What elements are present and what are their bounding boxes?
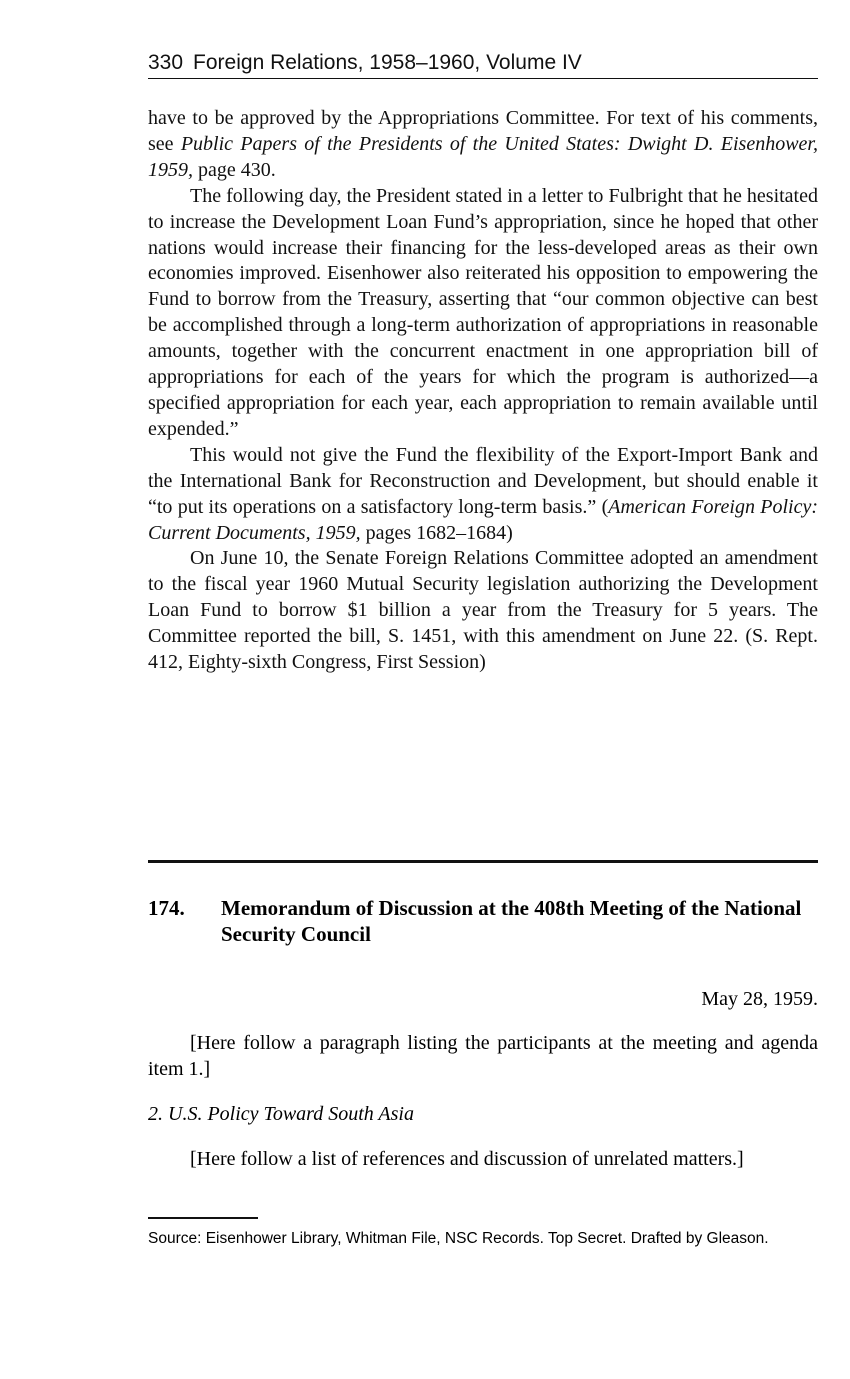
document-number: 174. (148, 896, 185, 920)
editorial-note-1-text: [Here follow a paragraph listing the participants at the meeting and agenda item 1.] (148, 1032, 818, 1080)
paragraph-2: The following day, the President stated in a letter to Fulbright that he hesitated to increase the Development Loan Fund’s appropriation, since he hoped that other nations would increase their financing for the less-developed areas as their own economies improved. Eisenhower also reiterated his opposition to empowering the Fund to borrow from the Treasury, asserting that “our common objective can best be accomplished through a long-term authorization of appropriations in reasonable amounts, together with the concurrent enactment in one appropriation bill of appropriations for each of the years for which the program is authorized—a specified appropriation for each year, each appropriation to remain available until expended.” (148, 184, 818, 440)
document-date: May 28, 1959. (701, 988, 818, 1010)
citation-public-papers: Public Papers of the Presidents of the United States: Dwight D. Eisenhower, 1959, (148, 132, 818, 181)
running-header (148, 50, 818, 79)
source-footnote: Source: Eisenhower Library, Whitman File, NSC Records. Top Secret. Drafted by Gleason. (148, 1230, 769, 1247)
agenda-item-title: 2. U.S. Policy Toward South Asia (148, 1103, 414, 1125)
citation-american-foreign-policy: American Foreign Policy: Current Documents, 1959, (148, 495, 818, 544)
editorial-note-2-text: [Here follow a list of references and discussion of unrelated matters.] (190, 1148, 744, 1170)
paragraph-4: On June 10, the Senate Foreign Relations Committee adopted an amendment to the fiscal year 1960 Mutual Security legislation authorizing the Development Loan Fund to borrow $1 billion a year from the Treasury for 5 years. The Committee reported the bill, S. 1451, with this amendment on June 22. (S. Rept. 412, Eighty-sixth Congress, First Session) (148, 547, 818, 674)
footnote-rule (148, 1217, 258, 1219)
section-divider (148, 860, 818, 863)
page-number: 330 (148, 51, 184, 74)
agenda-heading (148, 1102, 818, 1128)
editorial-note-2 (148, 1147, 818, 1173)
paragraph-3 (148, 443, 818, 547)
paragraph-3-text-b: pages 1682–1684) (360, 521, 513, 544)
editorial-note-1 (148, 1031, 818, 1083)
paragraph-1-text-a: have to be approved by the Appropriations Committee. For text of his comments, see (148, 107, 818, 155)
document-title: Memorandum of Discussion at the 408th Meeting of the National Security Council (221, 896, 802, 946)
paragraph-1 (148, 106, 818, 184)
body-text (148, 106, 818, 676)
paragraph-1-text-b: page 430. (193, 158, 276, 181)
paragraph-3-text-a: This would not give the Fund the flexibility of the Export-Import Bank and the International Bank for Reconstruction and Development, but should enable it “to put its operations on a satisfactory long-term basis.” ( (148, 443, 818, 518)
document-heading (148, 895, 818, 947)
running-title: Foreign Relations, 1958–1960, Volume IV (193, 51, 582, 74)
page (148, 50, 818, 676)
